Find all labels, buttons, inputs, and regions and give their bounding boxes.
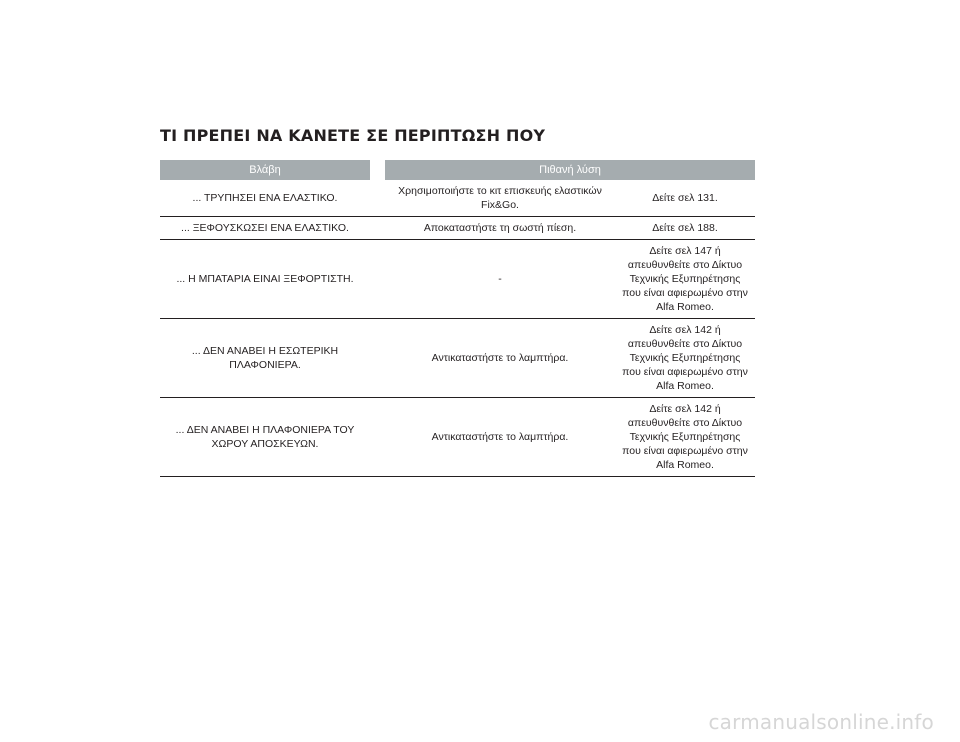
table-row bbox=[160, 217, 755, 240]
table-row bbox=[160, 319, 755, 398]
reference-cell: Δείτε σελ 142 ή απευθυνθείτε στο Δίκτυο Τεχνικής Εξυπηρέτησης που είναι αφιερωμένο στην Alfa Romeo. bbox=[615, 319, 755, 398]
table-row bbox=[160, 180, 755, 217]
fault-cell: ... ΤΡΥΠΗΣΕΙ ΕΝΑ ΕΛΑΣΤΙΚΟ. bbox=[160, 180, 370, 217]
row-gap bbox=[370, 398, 385, 477]
reference-cell: Δείτε σελ 142 ή απευθυνθείτε στο Δίκτυο Τεχνικής Εξυπηρέτησης που είναι αφιερωμένο στην Alfa Romeo. bbox=[615, 398, 755, 477]
fault-cell: ... Η ΜΠΑΤΑΡΙΑ ΕΙΝΑΙ ΞΕΦΟΡΤΙΣΤΗ. bbox=[160, 240, 370, 319]
page-title: ΤΙ ΠΡΕΠΕΙ ΝΑ ΚΑΝΕΤΕ ΣΕ ΠΕΡΙΠΤΩΣΗ ΠΟΥ bbox=[160, 126, 546, 145]
action-cell: Αποκαταστήστε τη σωστή πίεση. bbox=[385, 217, 615, 240]
fault-solution-table bbox=[160, 160, 755, 477]
column-header-solution: Πιθανή λύση bbox=[385, 160, 755, 180]
table-row bbox=[160, 398, 755, 477]
action-cell: - bbox=[385, 240, 615, 319]
action-cell: Αντικαταστήστε το λαμπτήρα. bbox=[385, 319, 615, 398]
reference-cell: Δείτε σελ 131. bbox=[615, 180, 755, 217]
fault-cell: ... ΔΕΝ ΑΝΑΒΕΙ Η ΠΛΑΦΟΝΙΕΡΑ ΤΟΥ ΧΩΡΟΥ ΑΠΟΣΚΕΥΩΝ. bbox=[160, 398, 370, 477]
fault-cell: ... ΔΕΝ ΑΝΑΒΕΙ Η ΕΣΩΤΕΡΙΚΗ ΠΛΑΦΟΝΙΕΡΑ. bbox=[160, 319, 370, 398]
table-header-row bbox=[160, 160, 755, 180]
fault-cell: ... ΞΕΦΟΥΣΚΩΣΕΙ ΕΝΑ ΕΛΑΣΤΙΚΟ. bbox=[160, 217, 370, 240]
reference-cell: Δείτε σελ 147 ή απευθυνθείτε στο Δίκτυο Τεχνικής Εξυπηρέτησης που είναι αφιερωμένο στην Alfa Romeo. bbox=[615, 240, 755, 319]
row-gap bbox=[370, 319, 385, 398]
watermark: carmanualsonline.info bbox=[708, 710, 934, 734]
column-gap bbox=[370, 160, 385, 180]
column-header-fault: Βλάβη bbox=[160, 160, 370, 180]
table-row bbox=[160, 240, 755, 319]
reference-cell: Δείτε σελ 188. bbox=[615, 217, 755, 240]
action-cell: Χρησιμοποιήστε το κιτ επισκευής ελαστικών Fix&Go. bbox=[385, 180, 615, 217]
row-gap bbox=[370, 240, 385, 319]
action-cell: Αντικαταστήστε το λαμπτήρα. bbox=[385, 398, 615, 477]
row-gap bbox=[370, 180, 385, 217]
row-gap bbox=[370, 217, 385, 240]
